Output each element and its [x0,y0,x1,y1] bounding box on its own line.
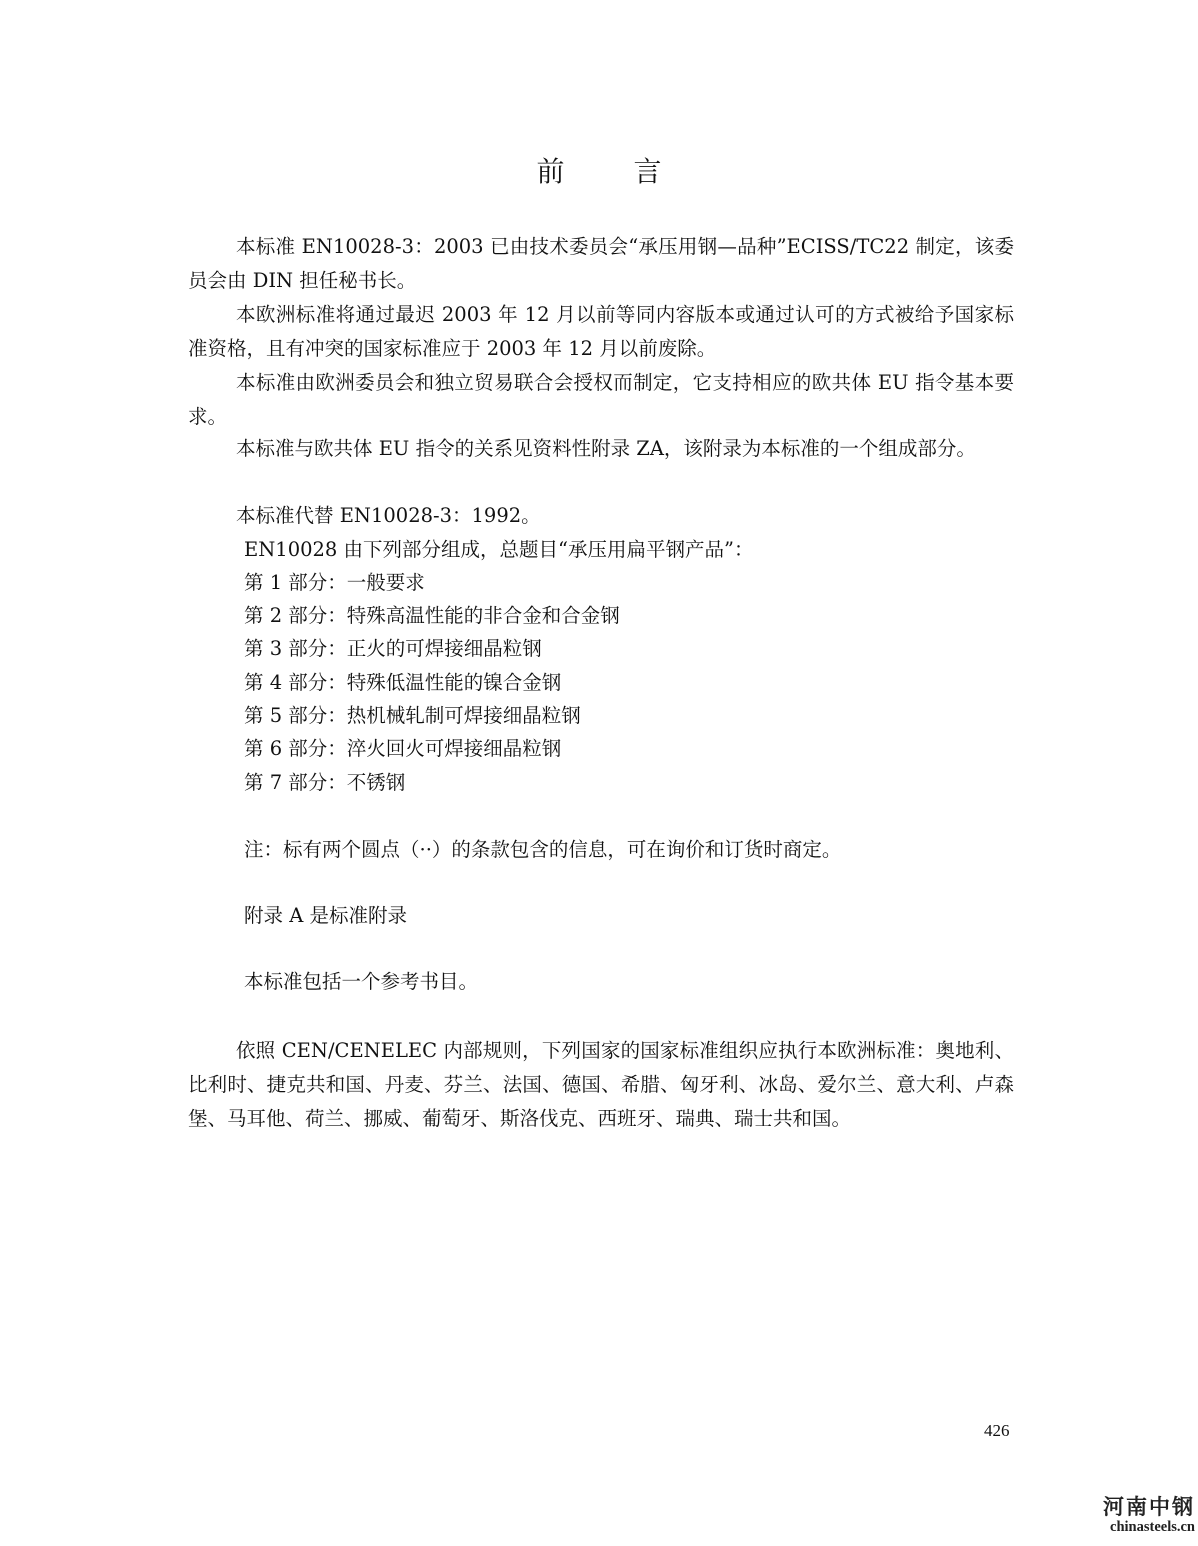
watermark-chinese: 河南中钢 [1103,1495,1195,1519]
watermark-logo [1080,1496,1195,1536]
annex-statement: 附录 A 是标准附录 [244,904,407,927]
list-item: 第 5 部分：热机械轧制可焊接细晶粒钢 [244,704,581,727]
note: 注：标有两个圆点（··）的条款包含的信息，可在询价和订货时商定。 [244,838,842,861]
watermark-domain: chinasteels.cn [1110,1519,1195,1535]
paragraph-national-status: 本欧洲标准将通过最迟 2003 年 12 月以前等同内容版本或通过认可的方式被给予国家标准资格，且有冲突的国家标准应于 2003 年 12 月以前废除。 [188,303,1014,360]
list-item: 第 3 部分：正火的可焊接细晶粒钢 [244,637,542,660]
paragraph-eu-directive: 本标准与欧共体 EU 指令的关系见资料性附录 ZA，该附录为本标准的一个组成部分。 [236,437,976,460]
page-number: 426 [984,1421,1010,1440]
list-item: 第 4 部分：特殊低温性能的镍合金钢 [244,671,562,694]
paragraph-cen-rules: 依照 CEN/CENELEC 内部规则，下列国家的国家标准组织应执行本欧洲标准：奥地利、比利时、捷克共和国、丹麦、芬兰、法国、德国、希腊、匈牙利、冰岛、爱尔兰、意大利、卢森堡、马耳他、荷兰、挪威、葡萄牙、斯洛伐克、西班牙、瑞典、瑞士共和国。 [188,1039,1014,1130]
list-item: 第 1 部分：一般要求 [244,571,425,594]
list-item: 第 6 部分：淬火回火可焊接细晶粒钢 [244,737,562,760]
bibliography-statement: 本标准包括一个参考书目。 [244,970,479,993]
page-title: 前 言 [536,155,692,188]
list-item: 第 7 部分：不锈钢 [244,771,406,794]
paragraph-supersedes: 本标准代替 EN10028-3：1992。 [236,504,541,527]
parts-intro: EN10028 由下列部分组成，总题目“承压用扁平钢产品”： [244,538,754,561]
paragraph-committee: 本标准 EN10028-3：2003 已由技术委员会“承压用钢—品种”ECISS/TC22 制定，该委员会由 DIN 担任秘书长。 [188,235,1014,292]
list-item: 第 2 部分：特殊高温性能的非合金和合金钢 [244,604,620,627]
paragraph-mandate: 本标准由欧洲委员会和独立贸易联合会授权而制定，它支持相应的欧共体 EU 指令基本要求。 [188,371,1014,428]
